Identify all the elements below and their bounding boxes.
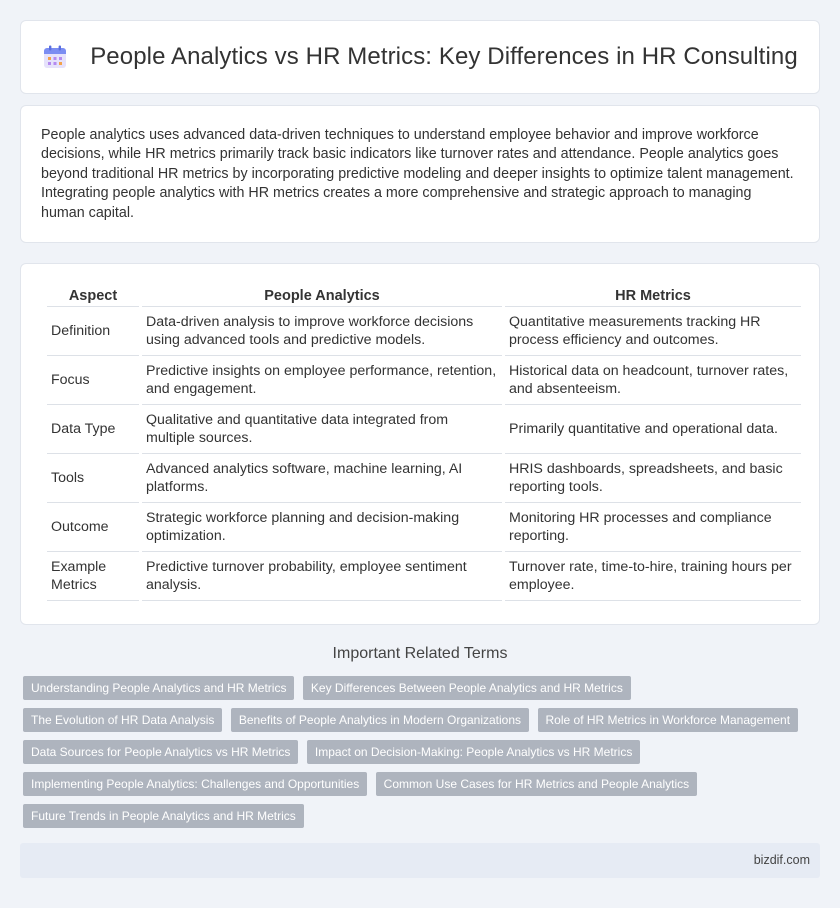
cell-aspect: Tools <box>47 454 139 503</box>
cell-hr-metrics: Monitoring HR processes and compliance reporting. <box>505 503 801 552</box>
cell-hr-metrics: Quantitative measurements tracking HR process efficiency and outcomes. <box>505 307 801 356</box>
table-row <box>47 405 801 454</box>
cell-people-analytics: Qualitative and quantitative data integrated from multiple sources. <box>142 405 502 454</box>
cell-people-analytics: Predictive insights on employee performance, retention, and engagement. <box>142 356 502 405</box>
related-terms-list <box>23 676 813 836</box>
cell-hr-metrics: Historical data on headcount, turnover rates, and absenteeism. <box>505 356 801 405</box>
related-term-link[interactable]: Benefits of People Analytics in Modern Organizations <box>231 708 529 732</box>
table-row <box>47 307 801 356</box>
table-row <box>47 503 801 552</box>
page-title: People Analytics vs HR Metrics: Key Differences in HR Consulting <box>90 43 798 70</box>
related-term-link[interactable]: Data Sources for People Analytics vs HR Metrics <box>23 740 298 764</box>
cell-hr-metrics: HRIS dashboards, spreadsheets, and basic reporting tools. <box>505 454 801 503</box>
cell-aspect: Focus <box>47 356 139 405</box>
cell-people-analytics: Predictive turnover probability, employee sentiment analysis. <box>142 552 502 601</box>
related-term-link[interactable]: Common Use Cases for HR Metrics and People Analytics <box>376 772 697 796</box>
related-term-link[interactable]: Role of HR Metrics in Workforce Management <box>538 708 799 732</box>
table-header-row <box>47 285 801 307</box>
cell-people-analytics: Advanced analytics software, machine learning, AI platforms. <box>142 454 502 503</box>
related-term-link[interactable]: Impact on Decision-Making: People Analytics vs HR Metrics <box>307 740 640 764</box>
header-people-analytics: People Analytics <box>142 285 502 307</box>
table-row <box>47 356 801 405</box>
header-hr-metrics: HR Metrics <box>505 285 801 307</box>
page-footer <box>20 843 820 878</box>
header-aspect: Aspect <box>47 285 139 307</box>
cell-people-analytics: Data-driven analysis to improve workforce decisions using advanced tools and predictive models. <box>142 307 502 356</box>
comparison-card <box>20 263 820 625</box>
related-term-link[interactable]: Key Differences Between People Analytics and HR Metrics <box>303 676 631 700</box>
table-row <box>47 552 801 601</box>
cell-people-analytics: Strategic workforce planning and decision-making optimization. <box>142 503 502 552</box>
intro-card <box>20 105 820 243</box>
table-row <box>47 454 801 503</box>
related-terms-title: Important Related Terms <box>332 645 508 662</box>
cell-hr-metrics: Turnover rate, time-to-hire, training hours per employee. <box>505 552 801 601</box>
cell-aspect: Outcome <box>47 503 139 552</box>
intro-text: People analytics uses advanced data-driven techniques to understand employee behavior and improve workforce decisions, while HR metrics primarily track basic indicators like turnover rates and attendance. People analytics goes beyond traditional HR metrics by incorporating predictive modeling and deeper insights to optimize talent management. Integrating people analytics with HR metrics creates a more comprehensive and strategic approach to managing human capital. <box>41 127 794 221</box>
cell-aspect: Example Metrics <box>47 552 139 601</box>
page-header <box>20 20 820 94</box>
cell-hr-metrics: Primarily quantitative and operational data. <box>505 405 801 454</box>
footer-site-link[interactable]: bizdif.com <box>753 853 810 867</box>
cell-aspect: Data Type <box>47 405 139 454</box>
related-term-link[interactable]: Future Trends in People Analytics and HR Metrics <box>23 804 304 828</box>
related-term-link[interactable]: Understanding People Analytics and HR Metrics <box>23 676 294 700</box>
cell-aspect: Definition <box>47 307 139 356</box>
calendar-icon <box>42 44 68 70</box>
related-term-link[interactable]: The Evolution of HR Data Analysis <box>23 708 222 732</box>
related-term-link[interactable]: Implementing People Analytics: Challenges and Opportunities <box>23 772 367 796</box>
comparison-table <box>44 285 804 601</box>
